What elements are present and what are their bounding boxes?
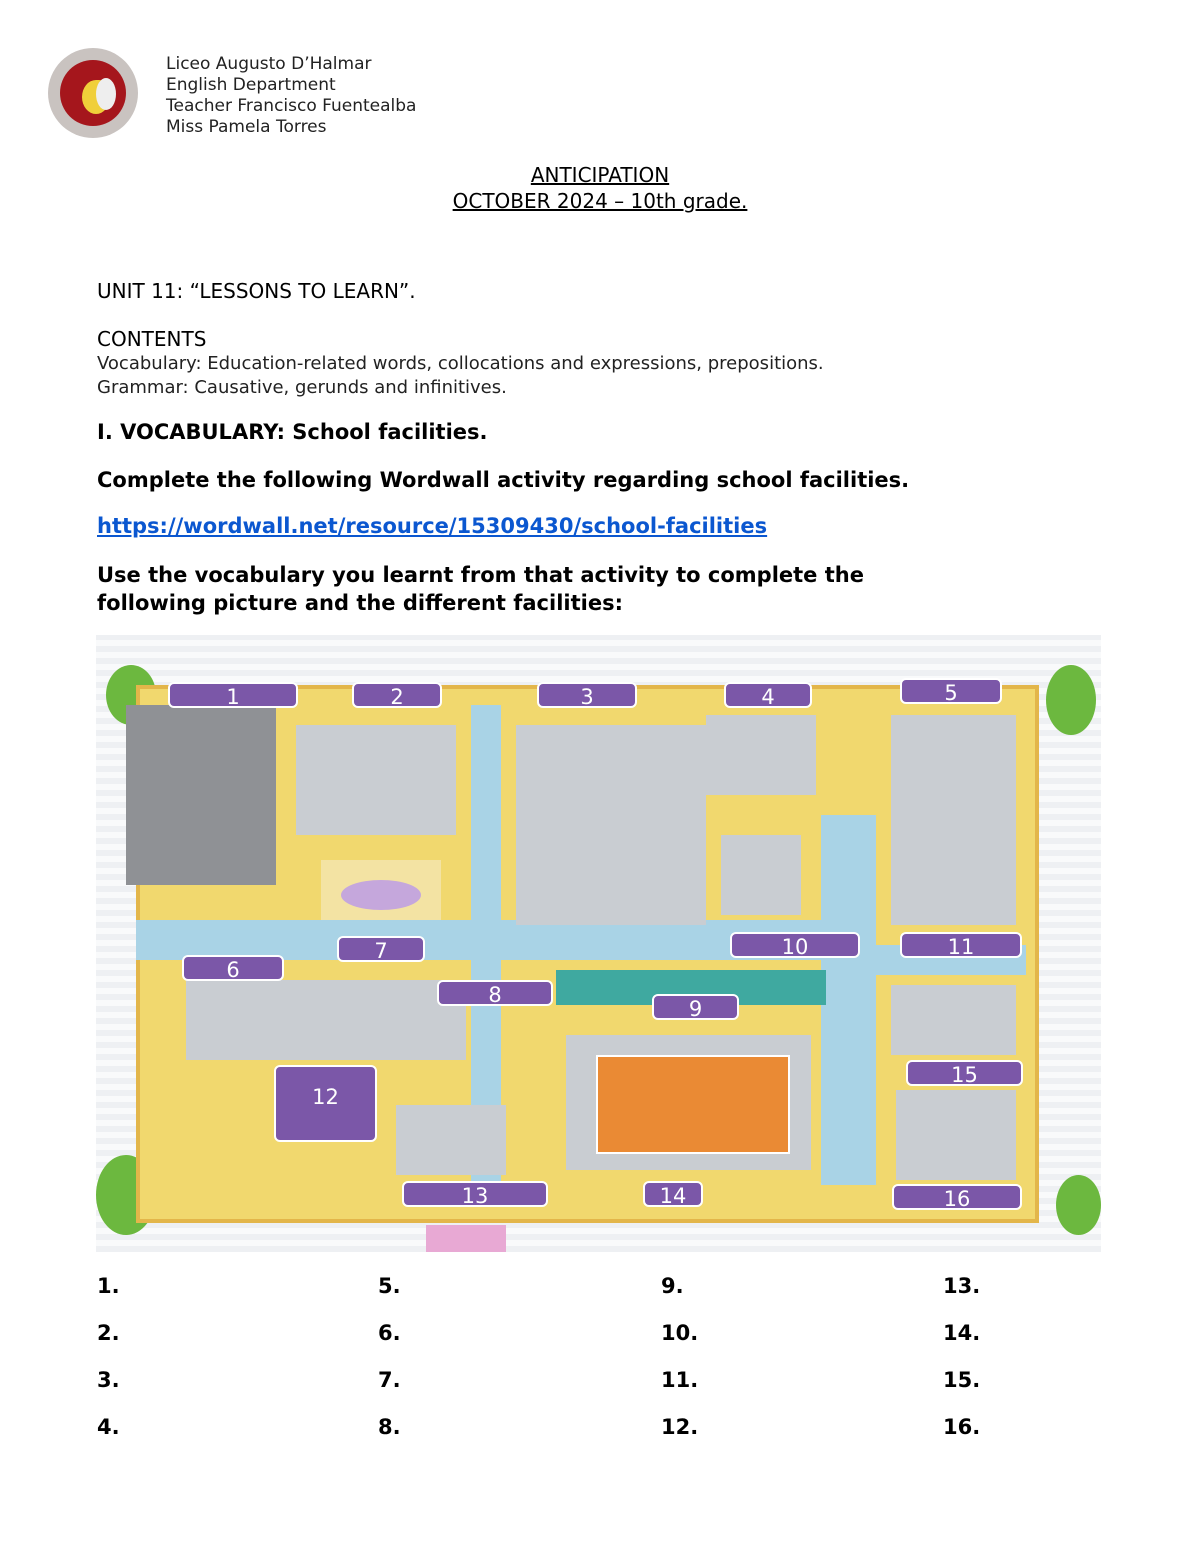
map-label-12: 12 xyxy=(274,1065,377,1142)
map-label-13: 13 xyxy=(402,1181,548,1207)
department: English Department xyxy=(166,75,336,95)
answer-1: 1. xyxy=(97,1274,120,1298)
wordwall-link[interactable]: https://wordwall.net/resource/15309430/school-facilities xyxy=(97,514,768,538)
answer-14: 14. xyxy=(943,1321,981,1345)
answer-8: 8. xyxy=(378,1415,401,1439)
answer-4: 4. xyxy=(97,1415,120,1439)
answer-6: 6. xyxy=(378,1321,401,1345)
instruction-2-line-1: Use the vocabulary you learnt from that activity to complete the xyxy=(97,563,864,587)
section-heading: I. VOCABULARY: School facilities. xyxy=(97,420,488,444)
instruction: Complete the following Wordwall activity regarding school facilities. xyxy=(97,468,910,492)
map-label-1: 1 xyxy=(168,682,298,708)
map-label-16: 16 xyxy=(892,1184,1022,1210)
map-label-8: 8 xyxy=(437,980,553,1006)
answer-9: 9. xyxy=(661,1274,684,1298)
answer-16: 16. xyxy=(943,1415,981,1439)
answer-7: 7. xyxy=(378,1368,401,1392)
title: ANTICIPATION xyxy=(530,163,670,187)
map-label-2: 2 xyxy=(352,682,442,708)
instruction-2-line-2: following picture and the different facilities: xyxy=(97,591,623,615)
unit-title: UNIT 11: “LESSONS TO LEARN”. xyxy=(97,279,416,303)
contents-heading: CONTENTS xyxy=(97,327,207,351)
school-logo xyxy=(48,48,138,138)
teacher: Teacher Francisco Fuentealba xyxy=(166,96,417,116)
map-label-9: 9 xyxy=(652,994,739,1020)
instruction-2 xyxy=(97,561,864,617)
map-label-5: 5 xyxy=(900,678,1002,704)
answer-2: 2. xyxy=(97,1321,120,1345)
map-label-3: 3 xyxy=(537,682,637,708)
teacher-2: Miss Pamela Torres xyxy=(166,117,327,137)
answer-12: 12. xyxy=(661,1415,699,1439)
answer-11: 11. xyxy=(661,1368,699,1392)
school-map-image xyxy=(96,635,1101,1252)
subtitle: OCTOBER 2024 – 10th grade. xyxy=(452,189,748,213)
answer-3: 3. xyxy=(97,1368,120,1392)
map-label-14: 14 xyxy=(643,1181,703,1207)
answer-5: 5. xyxy=(378,1274,401,1298)
contents-grammar: Grammar: Causative, gerunds and infinitives. xyxy=(97,377,507,398)
map-label-15: 15 xyxy=(906,1060,1023,1086)
map-label-6: 6 xyxy=(182,955,284,981)
contents-vocabulary: Vocabulary: Education-related words, collocations and expressions, prepositions. xyxy=(97,353,824,374)
answer-15: 15. xyxy=(943,1368,981,1392)
header-info xyxy=(166,54,416,138)
map-label-7: 7 xyxy=(337,936,425,962)
answer-13: 13. xyxy=(943,1274,981,1298)
answer-10: 10. xyxy=(661,1321,699,1345)
map-label-10: 10 xyxy=(730,932,860,958)
school-name: Liceo Augusto D’Halmar xyxy=(166,54,372,74)
map-label-4: 4 xyxy=(724,682,812,708)
map-label-11: 11 xyxy=(900,932,1022,958)
